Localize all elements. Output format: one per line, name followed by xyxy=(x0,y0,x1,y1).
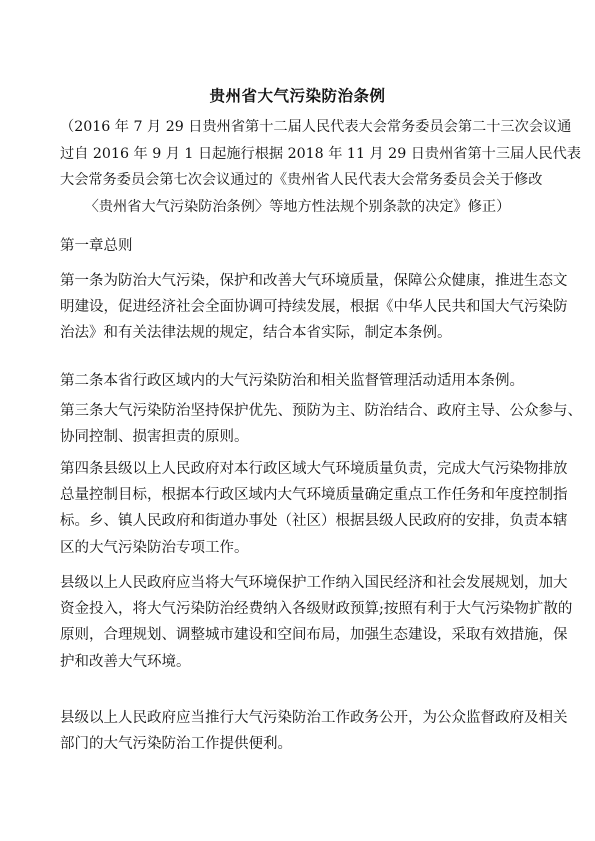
chapter-heading xyxy=(60,233,538,259)
paragraph-line: 原则，合理规划、调整城市建设和空间布局，加强生态建设，采取有效措施，保 xyxy=(60,627,568,644)
document-title: 贵州省大气污染防治条例 xyxy=(209,87,386,105)
paragraph-line: 部门的大气污染防治工作提供便利。 xyxy=(60,736,292,753)
paragraph-line: 县级以上人民政府应当推行大气污染防治工作政务公开，为公众监督政府及相关 xyxy=(60,710,568,726)
article-3-paragraph xyxy=(60,398,582,450)
paragraph-line: 明建设，促进经济社会全面协调可持续发展，根据《中华人民共和国大气污染防 xyxy=(60,299,568,316)
paragraph-line: 协同控制、损害担责的原则。 xyxy=(60,429,249,446)
planning-paragraph xyxy=(60,570,573,675)
subtitle-line: （2016 年 7 月 29 日贵州省第十二届人民代表大会常务委员会第二十三次会议通 xyxy=(60,119,572,135)
article-4-paragraph xyxy=(60,456,568,561)
transparency-paragraph xyxy=(60,705,568,757)
paragraph-line: 区的大气污染防治专项工作。 xyxy=(60,539,249,556)
paragraph-line: 护和改善大气环境。 xyxy=(60,653,191,670)
paragraph-line: 第三条大气污染防治坚持保护优先、预防为主、防治结合、政府主导、公众参与、 xyxy=(60,403,582,419)
paragraph-line: 资金投入，将大气污染防治经费纳入各级财政预算;按照有利于大气污染物扩散的 xyxy=(60,601,573,618)
article-2-paragraph xyxy=(60,368,538,394)
subtitle-line: 过自 2016 年 9 月 1 日起施行根据 2018 年 11 月 29 日贵州省第十三届人民代表 xyxy=(60,145,581,162)
subtitle-line: 〈贵州省大气污染防治条例〉等地方性法规个别条款的决定》修正） xyxy=(84,198,511,215)
paragraph-line: 县级以上人民政府应当将大气环境保护工作纳入国民经济和社会发展规划，加大 xyxy=(60,575,568,591)
subtitle-line: 大会常务委员会第七次会议通过的《贵州省人民代表大会常务委员会关于修改 xyxy=(60,172,543,188)
paragraph-line: 标。乡、镇人民政府和街道办事处（社区）根据县级人民政府的安排，负责本辖 xyxy=(60,513,568,530)
paragraph-line: 第二条本省行政区域内的大气污染防治和相关监督管理活动适用本条例。 xyxy=(60,373,524,389)
paragraph-line: 总量控制目标，根据本行政区域内大气环境质量确定重点工作任务和年度控制指 xyxy=(60,487,568,504)
chapter-heading-text: 第一章总则 xyxy=(60,238,133,254)
paragraph-line: 第四条县级以上人民政府对本行政区域大气环境质量负责，完成大气污染物排放 xyxy=(60,461,568,477)
article-1-paragraph xyxy=(60,268,568,347)
paragraph-line: 第一条为防治大气污染，保护和改善大气环境质量，保障公众健康，推进生态文 xyxy=(60,273,568,289)
paragraph-line: 治法》和有关法律法规的规定，结合本省实际，制定本条例。 xyxy=(60,325,452,342)
document-subtitle xyxy=(60,114,581,220)
